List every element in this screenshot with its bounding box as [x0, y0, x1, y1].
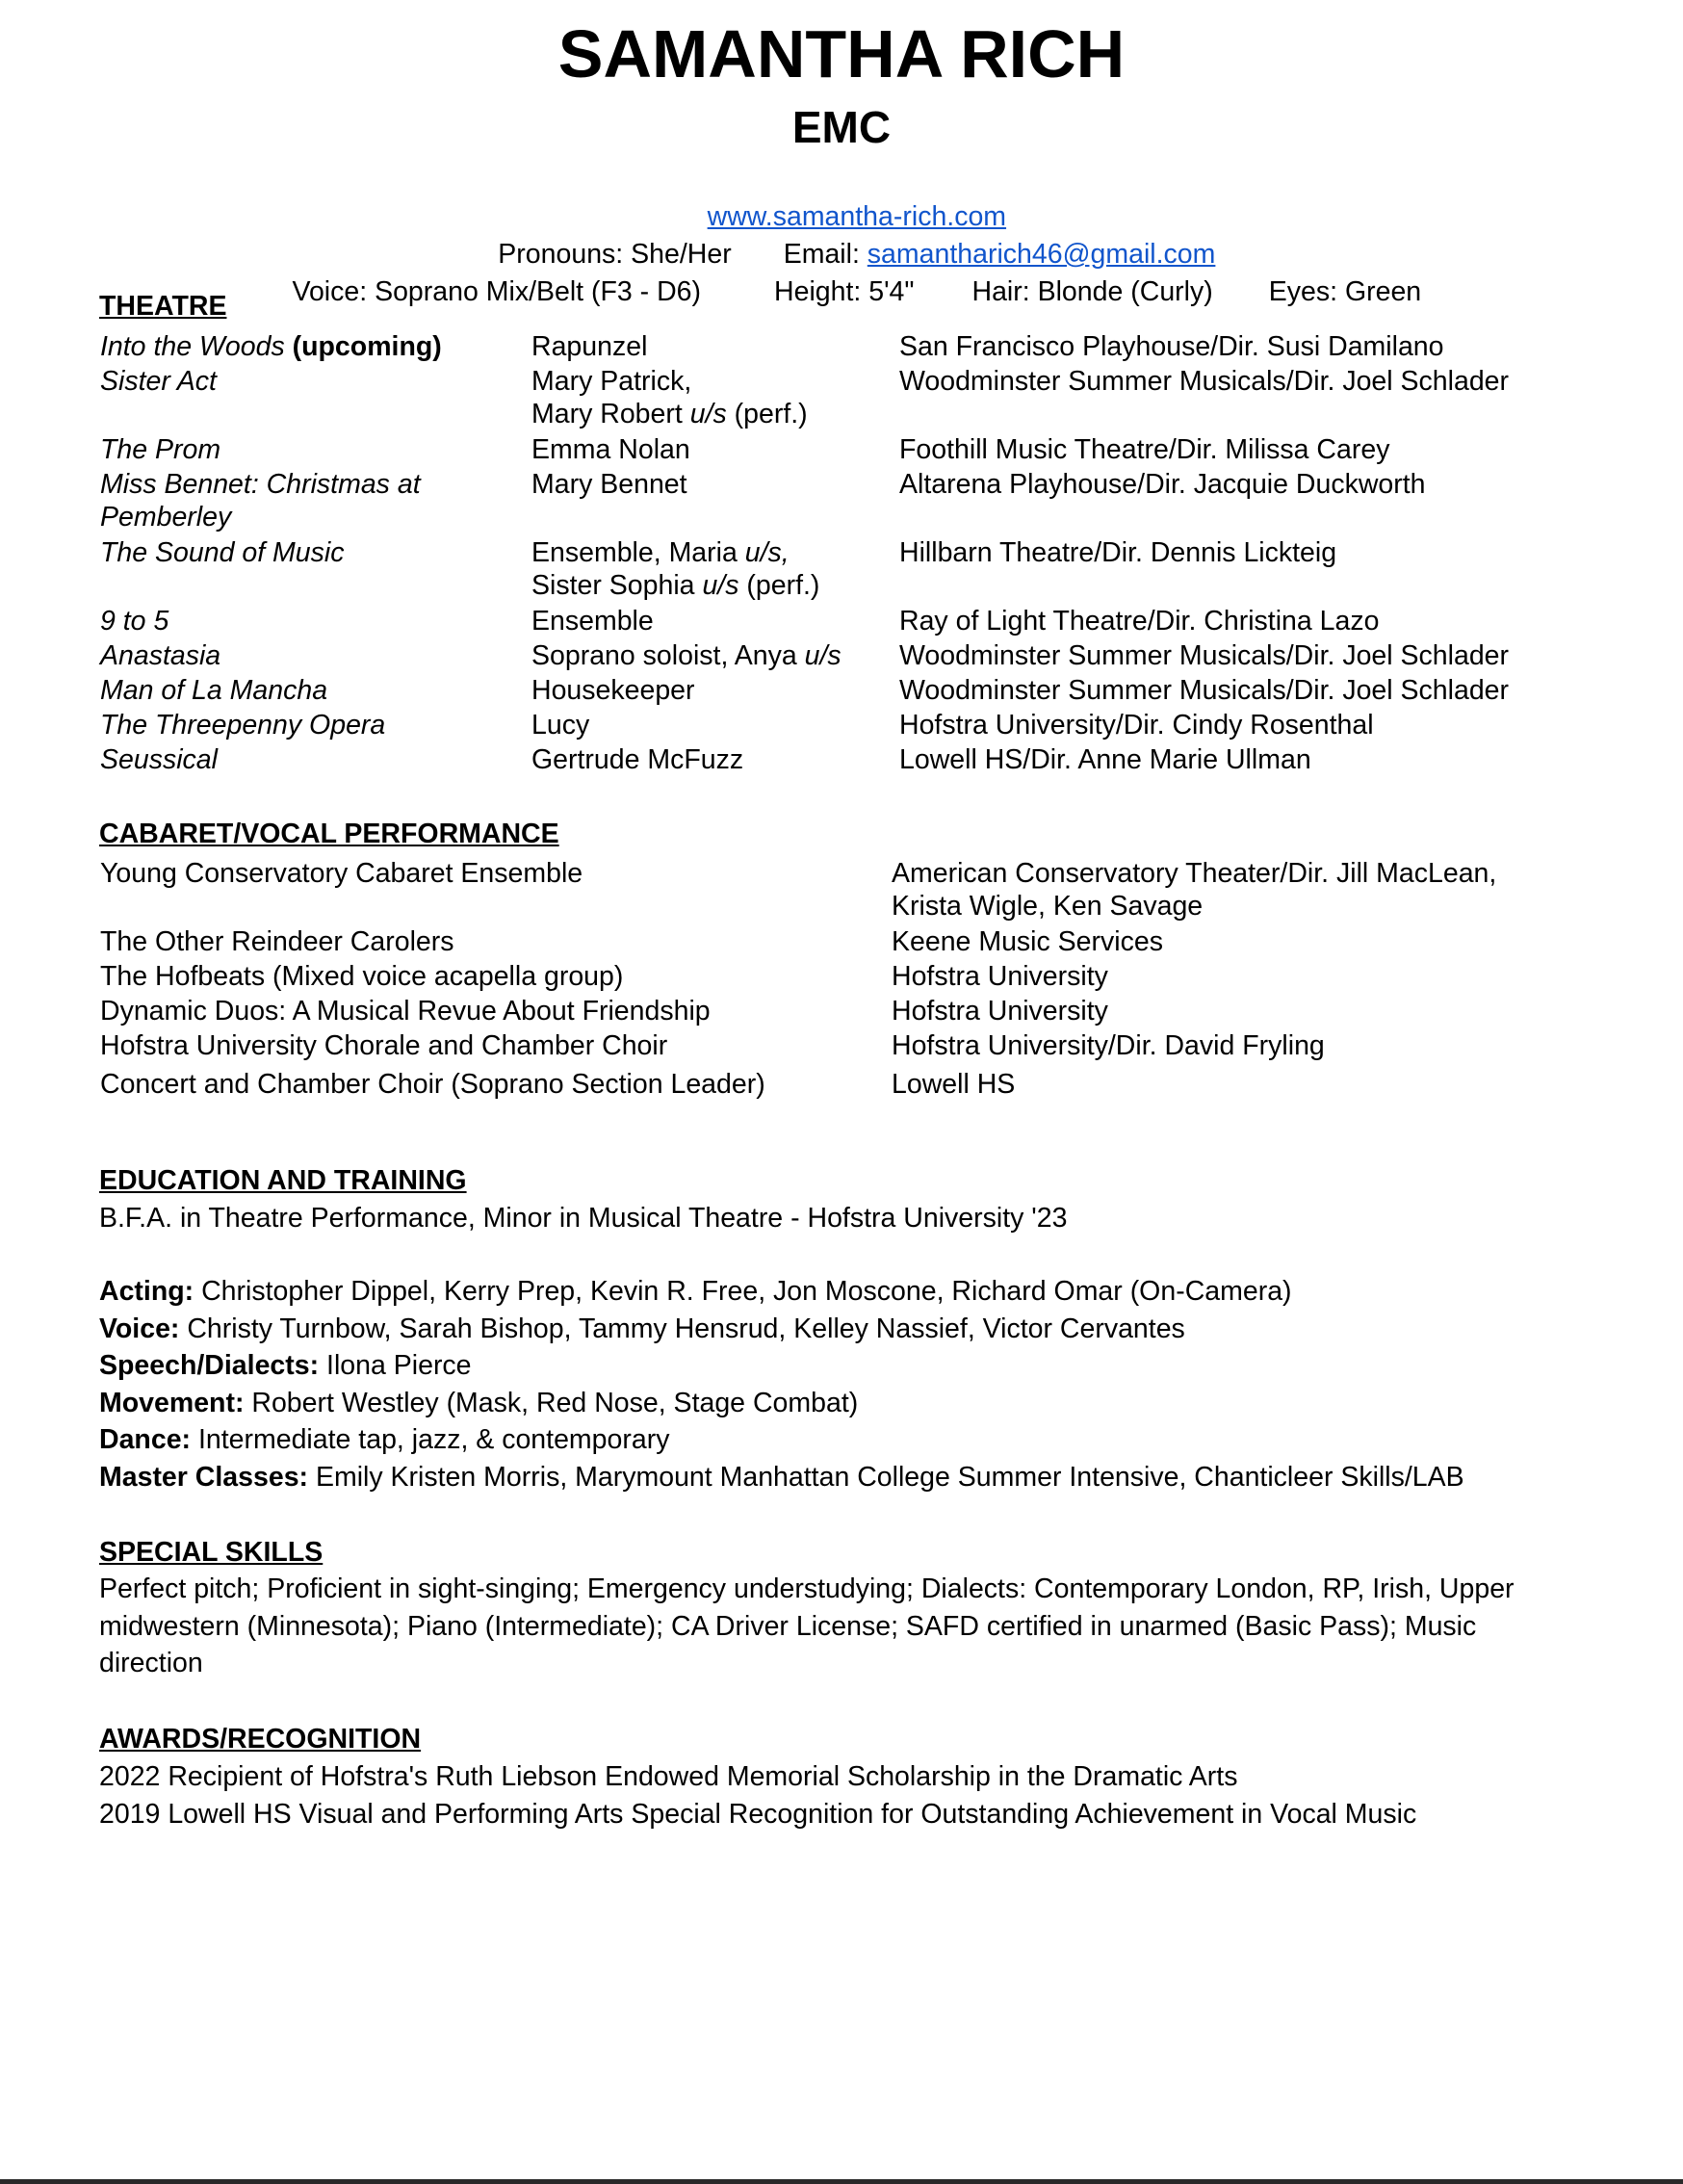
skills-line: direction [99, 1648, 203, 1678]
theatre-heading: THEATRE [99, 291, 227, 322]
show-title: Sister Act [100, 366, 217, 397]
training-text: Intermediate tap, jazz, & contemporary [191, 1424, 670, 1455]
ensemble: Concert and Chamber Choir (Soprano Section Leader) [100, 1069, 765, 1100]
training-item [99, 1421, 1601, 1459]
organization: Hofstra University/Dir. David Fryling [892, 1030, 1325, 1061]
training-label: Speech/Dialects: [99, 1350, 320, 1381]
ensemble: The Hofbeats (Mixed voice acapella group) [100, 961, 624, 992]
performed-note: (perf.) [738, 570, 820, 601]
training-label: Master Classes: [99, 1461, 309, 1493]
company: Foothill Music Theatre/Dir. Milissa Carey [899, 434, 1390, 465]
hair: Hair: Blonde (Curly) [971, 276, 1213, 307]
training-label: Dance: [99, 1424, 192, 1455]
email-label: Email: [783, 239, 867, 270]
company: Woodminster Summer Musicals/Dir. Joel Schlader [899, 675, 1510, 706]
eyes: Eyes: Green [1268, 276, 1422, 307]
organization-cont: Krista Wigle, Ken Savage [892, 891, 1204, 922]
show-title: The Sound of Music [100, 537, 345, 568]
height: Height: 5'4" [774, 276, 915, 307]
role: Housekeeper [531, 675, 695, 706]
union-status: EMC [791, 102, 892, 152]
role: Gertrude McFuzz [531, 744, 744, 775]
understudy-mark: u/s [689, 399, 727, 429]
company: Lowell HS/Dir. Anne Marie Ullman [899, 744, 1311, 775]
show-title: Miss Bennet: Christmas at [100, 469, 421, 500]
degree: B.F.A. in Theatre Performance, Minor in Musical Theatre - Hofstra University '23 [99, 1203, 1068, 1234]
show-title: Anastasia [100, 640, 221, 671]
training-label: Voice: [99, 1313, 180, 1344]
role: Soprano soloist, Anya [531, 640, 805, 671]
pronouns: Pronouns: She/Her [498, 239, 732, 270]
award-item: 2022 Recipient of Hofstra's Ruth Liebson Endowed Memorial Scholarship in the Dramatic Arts [99, 1761, 1238, 1792]
skills-line: Perfect pitch; Proficient in sight-singing; Emergency understudying; Dialects: Contemporary London, RP, Irish, Upper [99, 1573, 1515, 1604]
skills-text [99, 1571, 1601, 1682]
upcoming-note: (upcoming) [284, 331, 442, 362]
organization: American Conservatory Theater/Dir. Jill MacLean, [892, 858, 1497, 889]
training-item [99, 1459, 1601, 1496]
training-label: Movement: [99, 1387, 245, 1418]
role: Ensemble, Maria [531, 537, 745, 568]
training-item [99, 1385, 1601, 1422]
company: San Francisco Playhouse/Dir. Susi Damilano [899, 331, 1444, 362]
company: Ray of Light Theatre/Dir. Christina Lazo [899, 606, 1380, 637]
training-item [99, 1347, 1601, 1385]
training-text: Christy Turnbow, Sarah Bishop, Tammy Hensrud, Kelley Nassief, Victor Cervantes [179, 1313, 1185, 1344]
ensemble: Hofstra University Chorale and Chamber Choir [100, 1030, 668, 1061]
training-text: Christopher Dippel, Kerry Prep, Kevin R. Free, Jon Moscone, Richard Omar (On-Camera) [194, 1276, 1292, 1307]
actor-name: SAMANTHA RICH [557, 16, 1126, 91]
role-second: Mary Robert [531, 399, 690, 429]
skills-heading: SPECIAL SKILLS [99, 1537, 324, 1568]
company: Woodminster Summer Musicals/Dir. Joel Schlader [899, 640, 1510, 671]
education-heading: EDUCATION AND TRAINING [99, 1165, 467, 1196]
ensemble: Young Conservatory Cabaret Ensemble [100, 858, 583, 889]
company: Woodminster Summer Musicals/Dir. Joel Schlader [899, 366, 1510, 397]
understudy-mark: u/s, [744, 537, 790, 568]
understudy-mark: u/s [804, 640, 842, 671]
role: Mary Bennet [531, 469, 687, 500]
skills-line: midwestern (Minnesota); Piano (Intermediate); CA Driver License; SAFD certified in unarmed (Basic Pass); Music [99, 1610, 1477, 1642]
awards-heading: AWARDS/RECOGNITION [99, 1724, 422, 1755]
show-title: The Prom [100, 434, 221, 465]
role: Ensemble [531, 606, 654, 637]
role: Rapunzel [531, 331, 648, 362]
training-list [99, 1273, 1601, 1495]
role: Mary Patrick, [531, 366, 692, 397]
show-title: The Threepenny Opera [100, 710, 386, 741]
company: Hofstra University/Dir. Cindy Rosenthal [899, 710, 1374, 741]
awards-list [99, 1758, 1601, 1833]
show-title: Man of La Mancha [100, 675, 328, 706]
company: Hillbarn Theatre/Dir. Dennis Lickteig [899, 537, 1337, 568]
company: Altarena Playhouse/Dir. Jacquie Duckworth [899, 469, 1426, 500]
show-title: Seussical [100, 744, 218, 775]
page-bottom-edge [0, 2179, 1683, 2184]
show-title-cont: Pemberley [100, 502, 232, 533]
role-second: Sister Sophia [531, 570, 703, 601]
understudy-mark: u/s [702, 570, 739, 601]
training-text: Robert Westley (Mask, Red Nose, Stage Combat) [244, 1387, 859, 1418]
award-item: 2019 Lowell HS Visual and Performing Arts Special Recognition for Outstanding Achievement in Vocal Music [99, 1798, 1417, 1830]
voice-type: Voice: Soprano Mix/Belt (F3 - D6) [292, 276, 702, 307]
ensemble: The Other Reindeer Carolers [100, 926, 454, 957]
performed-note: (perf.) [726, 399, 808, 429]
organization: Hofstra University [892, 961, 1108, 992]
website-link[interactable]: www.samantha-rich.com [707, 201, 1007, 232]
show-title: Into the Woods [100, 331, 285, 362]
role: Lucy [531, 710, 590, 741]
email-link[interactable]: samantharich46@gmail.com [867, 239, 1216, 270]
organization: Keene Music Services [892, 926, 1163, 957]
training-text: Emily Kristen Morris, Marymount Manhattan College Summer Intensive, Chanticleer Skills/LAB [308, 1461, 1464, 1493]
organization: Hofstra University [892, 996, 1108, 1027]
training-item [99, 1311, 1601, 1348]
training-text: Ilona Pierce [319, 1350, 472, 1381]
ensemble: Dynamic Duos: A Musical Revue About Friendship [100, 996, 711, 1027]
training-item [99, 1273, 1601, 1311]
cabaret-heading: CABARET/VOCAL PERFORMANCE [99, 819, 559, 849]
show-title: 9 to 5 [100, 606, 169, 637]
training-label: Acting: [99, 1276, 194, 1307]
role: Emma Nolan [531, 434, 690, 465]
organization: Lowell HS [892, 1069, 1016, 1100]
